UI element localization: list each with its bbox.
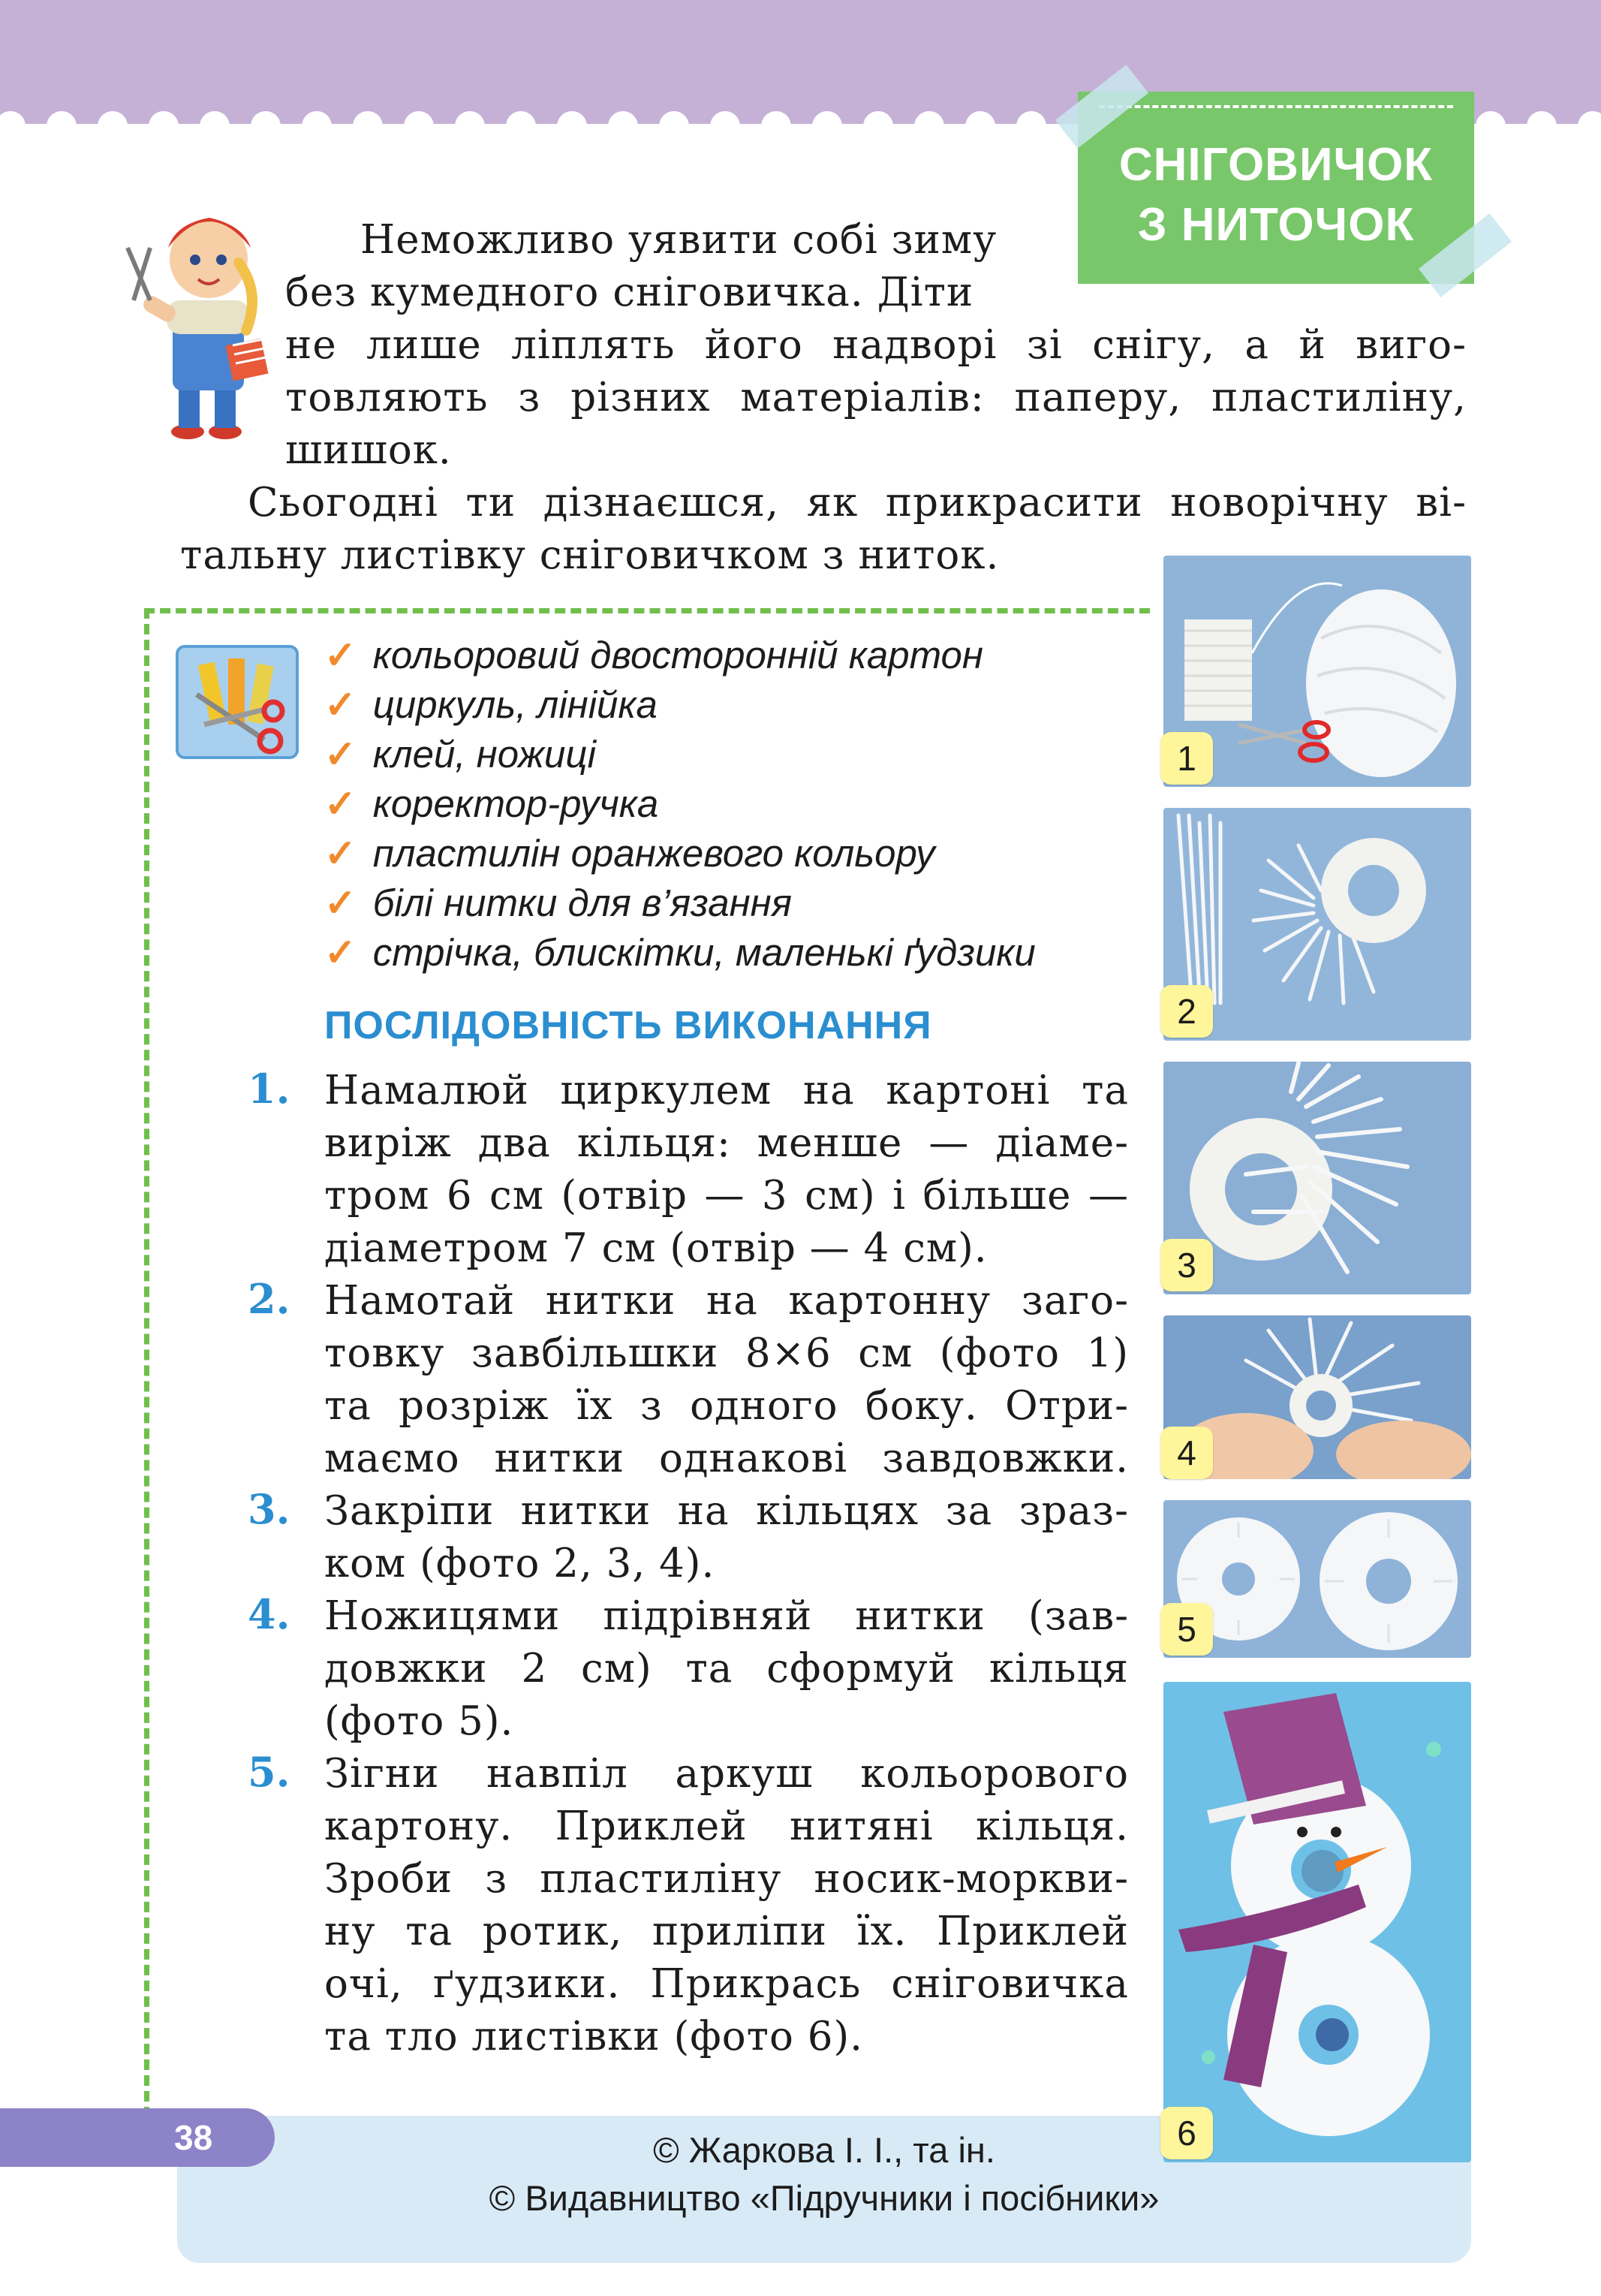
material-item	[324, 878, 792, 928]
material-item-label: циркуль, лінійка	[372, 683, 658, 726]
step-line: Намалюй циркулем на картоні та	[324, 1068, 1129, 1113]
step-line: Ножицями підрівняй нитки (зав-	[324, 1593, 1129, 1639]
intro-line-2: без кумедного сніговичка. Діти	[285, 270, 974, 315]
photo-badge: 6	[1160, 2107, 1213, 2159]
photo-6	[1163, 1682, 1471, 2162]
step-line: Намотай нитки на картонну заго-	[324, 1278, 1129, 1324]
step-line: довжки 2 см) та сформуй кільця	[324, 1646, 1129, 1692]
photo-badge: 1	[1160, 732, 1213, 785]
material-item-label: кольоровий двосторонній картон	[372, 634, 983, 676]
step-line: діаметром 7 см (отвір — 4 см).	[324, 1225, 988, 1271]
photo-badge: 4	[1160, 1427, 1213, 1479]
photo-badge: 2	[1160, 985, 1213, 1038]
step-line: ну та ротик, приліпи їх. Приклей	[324, 1909, 1129, 1954]
step-line: маємо нитки однакові завдовжки.	[324, 1436, 1129, 1481]
check-icon: ✓	[324, 683, 357, 726]
check-icon: ✓	[324, 931, 357, 974]
step-number: 4.	[248, 1590, 290, 1638]
material-item	[324, 631, 983, 680]
step-line: ком (фото 2, 3, 4).	[324, 1541, 715, 1586]
step-line: виріж два кільця: менше — діаме-	[324, 1120, 1129, 1166]
check-icon: ✓	[324, 782, 357, 825]
check-icon: ✓	[324, 634, 357, 676]
intro-line-1: Неможливо уявити собі зиму	[360, 217, 998, 263]
step-line: та тло листівки (фото 6).	[324, 2014, 863, 2059]
photo-badge: 5	[1160, 1603, 1213, 1656]
step-line: тром 6 см (отвір — 3 см) і більше —	[324, 1173, 1129, 1219]
step-line: товку завбільшки 8×6 см (фото 1)	[324, 1330, 1129, 1376]
material-item	[324, 779, 658, 829]
material-item	[324, 680, 658, 730]
material-item	[324, 829, 935, 878]
step-line: очі, ґудзики. Прикрась сніговичка	[324, 1961, 1129, 2007]
title-line-2: З НИТОЧОК	[1137, 199, 1415, 251]
check-icon: ✓	[324, 881, 357, 924]
material-item	[324, 730, 596, 779]
step-number: 3.	[248, 1485, 290, 1533]
girl-with-scissors-illustration	[120, 188, 308, 443]
photo-badge: 3	[1160, 1239, 1213, 1291]
step-line: картону. Приклей нитяні кільця.	[324, 1803, 1129, 1849]
title-box	[1078, 92, 1474, 284]
step-number: 2.	[248, 1275, 290, 1323]
sequence-title: ПОСЛІДОВНІСТЬ ВИКОНАННЯ	[324, 1004, 932, 1047]
copyright-authors: © Жаркова І. І., та ін.	[653, 2130, 995, 2170]
step-line: Закріпи нитки на кільцях за зраз-	[324, 1488, 1129, 1534]
intro-line-4: товляють з різних матеріалів: паперу, пластиліну,	[285, 375, 1467, 420]
step-line: (фото 5).	[324, 1698, 514, 1744]
page-number: 38	[0, 2108, 275, 2167]
material-item-label: стрічка, блискітки, маленькі ґудзики	[372, 931, 1036, 974]
step-line: Зігни навпіл аркуш кольорового	[324, 1751, 1129, 1797]
material-item-label: клей, ножиці	[372, 733, 596, 776]
material-item	[324, 928, 1036, 978]
scissors-pencils-icon	[174, 642, 302, 762]
intro-line-3: не лише ліплять його надворі зі снігу, а й виго-	[285, 322, 1467, 368]
step-line: Зроби з пластиліну носик-моркви-	[324, 1856, 1129, 1902]
check-icon: ✓	[324, 733, 357, 776]
check-icon: ✓	[324, 832, 357, 875]
title-dash	[1099, 105, 1453, 108]
step-number: 5.	[248, 1748, 290, 1796]
intro-line-7: тальну листівку сніговичком з ниток.	[180, 532, 1000, 578]
intro-line-6: Сьогодні ти дізнаєшся, як прикрасити новорічну ві-	[248, 480, 1467, 526]
copyright-publisher: © Видавництво «Підручники і посібники»	[489, 2178, 1160, 2218]
material-item-label: пластилін оранжевого кольору	[372, 832, 935, 875]
step-number: 1.	[248, 1065, 290, 1113]
material-item-label: білі нитки для в’язання	[372, 881, 792, 924]
material-item-label: коректор-ручка	[372, 782, 659, 825]
step-line: та розріж їх з одного боку. Отри-	[324, 1383, 1129, 1429]
title-line-1: СНІГОВИЧОК	[1118, 139, 1434, 191]
intro-line-5: шишок.	[285, 427, 452, 473]
